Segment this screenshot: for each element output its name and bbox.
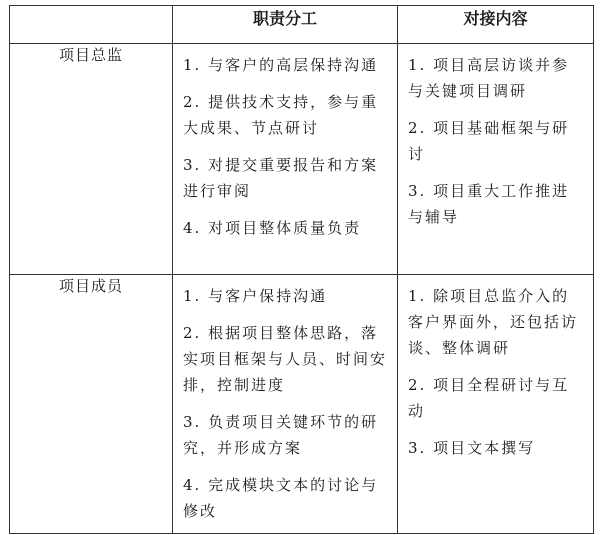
- interface-item: 3. 项目重大工作推进与辅导: [408, 182, 570, 226]
- interface-cell: [398, 275, 594, 534]
- duty-item: 3. 负责项目关键环节的研究，并形成方案: [183, 413, 379, 457]
- interface-item: 3. 项目文本撰写: [408, 439, 536, 457]
- header-interface: 对接内容: [398, 6, 594, 44]
- duty-item: 2. 根据项目整体思路，落实项目框架与人员、时间安排，控制进度: [183, 324, 388, 394]
- roles-table: [9, 5, 594, 534]
- duty-item: 3. 对提交重要报告和方案进行审阅: [183, 156, 379, 200]
- duties-cell: [173, 275, 398, 534]
- interface-item: 2. 项目基础框架与研讨: [408, 119, 570, 163]
- duties-cell: [173, 44, 398, 275]
- duty-item: 4. 对项目整体质量负责: [183, 219, 362, 237]
- table-row: [10, 44, 594, 275]
- role-cell: 项目成员: [10, 275, 173, 534]
- interface-item: 2. 项目全程研讨与互动: [408, 376, 570, 420]
- interface-item: 1. 项目高层访谈并参与关键项目调研: [408, 56, 570, 100]
- table-wrapper: [9, 5, 594, 534]
- duty-item: 2. 提供技术支持，参与重大成果、节点研讨: [183, 93, 379, 137]
- interface-cell: [398, 44, 594, 275]
- interface-item: 1. 除项目总监介入的客户界面外，还包括访谈、整体调研: [408, 287, 579, 357]
- header-row: [10, 6, 594, 44]
- table-row: [10, 275, 594, 534]
- role-cell: 项目总监: [10, 44, 173, 275]
- header-empty: [10, 6, 173, 44]
- duty-item: 1. 与客户的高层保持沟通: [183, 56, 379, 74]
- duty-item: 1. 与客户保持沟通: [183, 287, 328, 305]
- duty-item: 4. 完成模块文本的讨论与修改: [183, 476, 379, 520]
- header-duties: 职责分工: [173, 6, 398, 44]
